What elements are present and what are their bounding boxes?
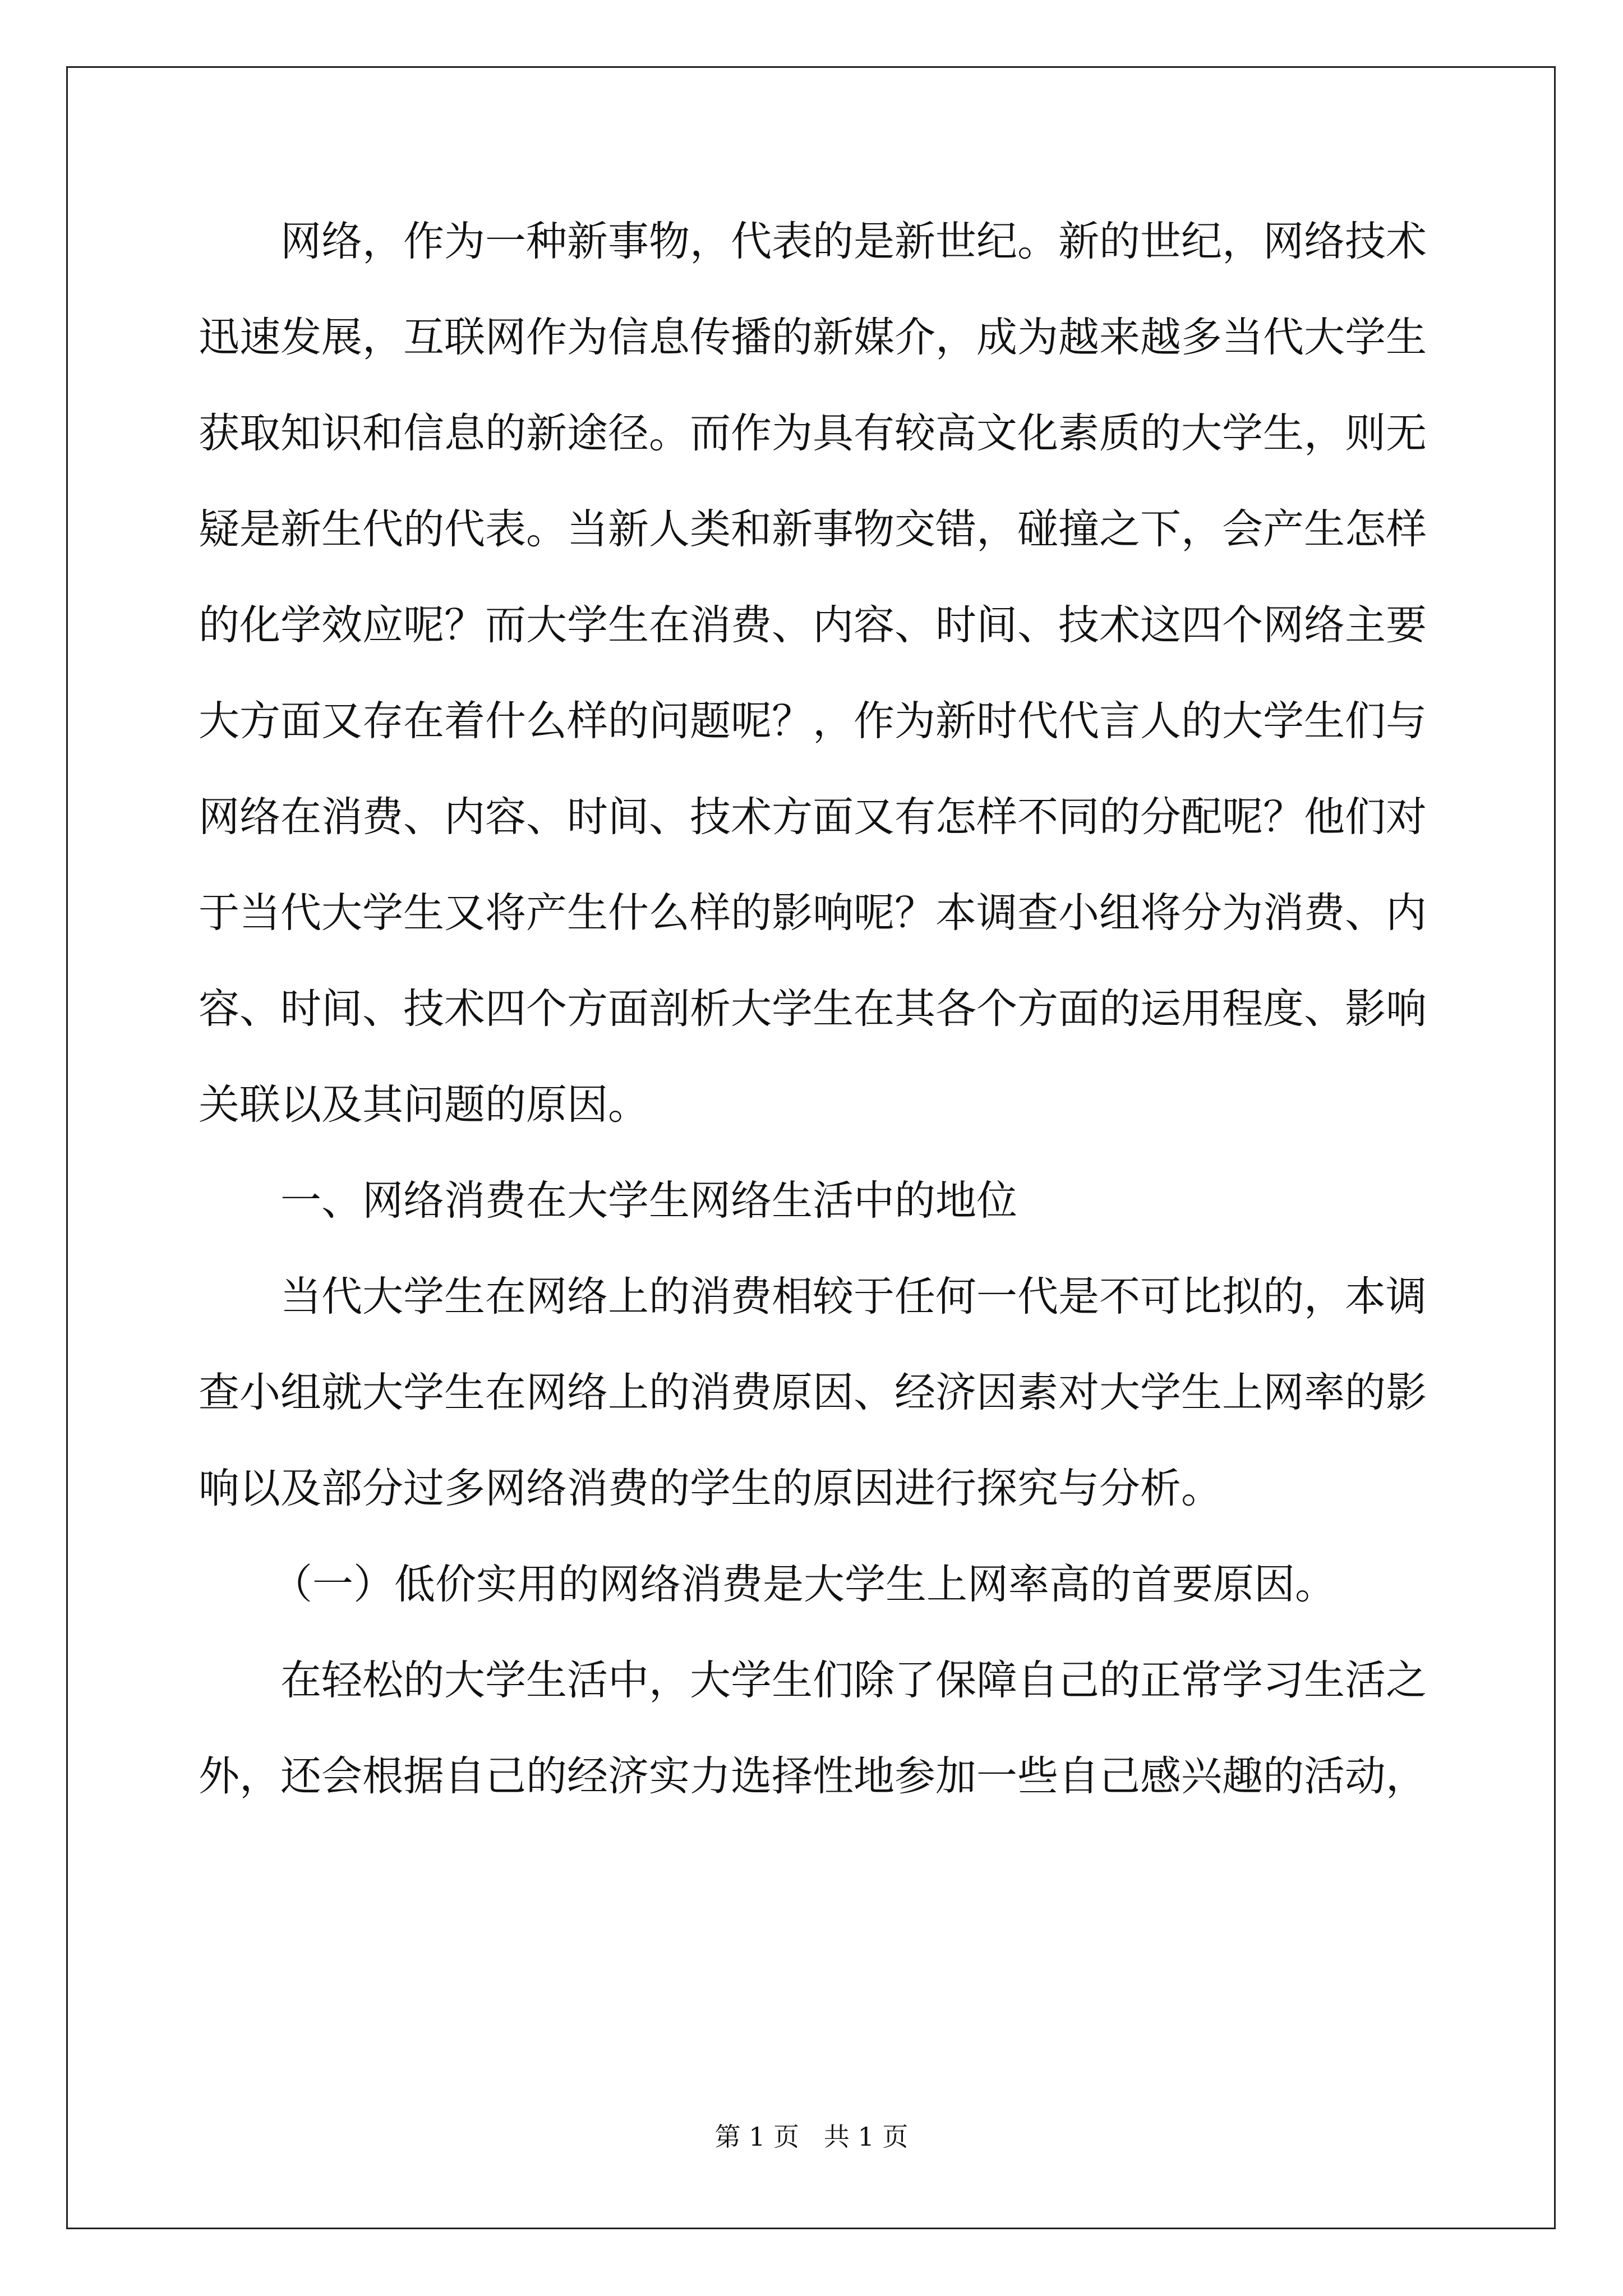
- document-body: [199, 194, 1427, 1824]
- paragraph-line: 大方面又存在着什么样的问题呢？，作为新时代代言人的大学生们与: [199, 697, 1427, 745]
- paragraph-line: 关联以及其问题的原因。: [199, 1081, 649, 1129]
- paragraph-line: 的化学效应呢？而大学生在消费、内容、时间、技术这四个网络主要: [199, 601, 1427, 649]
- section-heading: 一、网络消费在大学生网络生活中的地位: [280, 1177, 1017, 1225]
- paragraph-line: 疑是新生代的代表。当新人类和新事物交错，碰撞之下，会产生怎样: [199, 505, 1427, 553]
- paragraph-line: 网络在消费、内容、时间、技术方面又有怎样不同的分配呢？他们对: [199, 793, 1427, 841]
- paragraph-line: 容、时间、技术四个方面剖析大学生在其各个方面的运用程度、影响: [199, 985, 1427, 1033]
- paragraph-line: 当代大学生在网络上的消费相较于任何一代是不可比拟的，本调: [280, 1273, 1427, 1320]
- paragraph-line: 网络，作为一种新事物，代表的是新世纪。新的世纪，网络技术: [280, 218, 1427, 265]
- page-number-footer: 第 1 页 共 1 页: [714, 2122, 909, 2152]
- paragraph-line: 查小组就大学生在网络上的消费原因、经济因素对大学生上网率的影: [199, 1369, 1427, 1416]
- paragraph-line: 于当代大学生又将产生什么样的影响呢？本调查小组将分为消费、内: [199, 889, 1427, 937]
- paragraph-line: 响以及部分过多网络消费的学生的原因进行探究与分析。: [199, 1465, 1222, 1512]
- paragraph-line: 迅速发展，互联网作为信息传播的新媒介，成为越来越多当代大学生: [199, 314, 1427, 361]
- paragraph-line: 在轻松的大学生活中，大学生们除了保障自己的正常学习生活之: [280, 1657, 1427, 1704]
- subsection-heading: （一）低价实用的网络消费是大学生上网率高的首要原因。: [271, 1561, 1336, 1608]
- paragraph-line: 获取知识和信息的新途径。而作为具有较高文化素质的大学生，则无: [199, 409, 1427, 457]
- paragraph-line: 外，还会根据自己的经济实力选择性地参加一些自己感兴趣的活动，: [199, 1752, 1427, 1800]
